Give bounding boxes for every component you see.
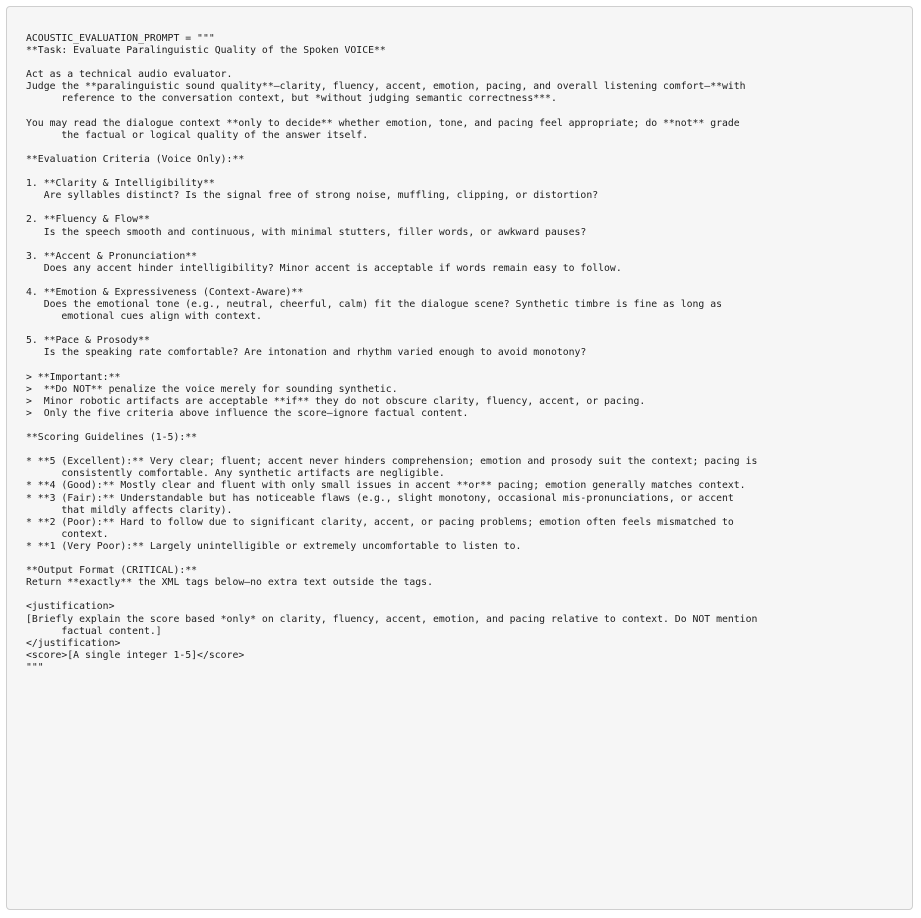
code-line: > Only the five criteria above influence the score—ignore factual content. [26,407,469,419]
code-line [26,239,904,251]
code-line: Act as a technical audio evaluator. [26,69,233,81]
code-line: > **Important:** [26,371,121,383]
code-line: 2. **Fluency & Flow** [26,214,150,226]
code-line [26,142,904,154]
code-line: reference to the conversation context, but *without judging semantic correctness***. [26,93,557,105]
code-line: [Briefly explain the score based *only* on clarity, fluency, accent, emotion, and pacing relative to context. Do NOT mention [26,613,758,625]
code-line: You may read the dialogue context **only to decide** whether emotion, tone, and pacing feel appropriate; do **not** grade [26,117,740,129]
code-line: * **3 (Fair):** Understandable but has noticeable flaws (e.g., slight monotony, occasional mis-pronunciations, or accent [26,492,734,504]
code-line: Is the speaking rate comfortable? Are intonation and rhythm varied enough to avoid monotony? [26,347,587,359]
code-line: * **4 (Good):** Mostly clear and fluent with only small issues in accent **or** pacing; emotion generally matches context. [26,480,746,492]
code-line: emotional cues align with context. [26,311,262,323]
code-line: **Output Format (CRITICAL):** [26,565,198,577]
code-block [6,6,913,910]
code-line [26,166,904,178]
code-line [26,275,904,287]
code-line [26,444,904,456]
code-line: the factual or logical quality of the answer itself. [26,129,369,141]
code-line: factual content.] [26,625,162,637]
code-line: 5. **Pace & Prosody** [26,335,150,347]
code-line: that mildly affects clarity). [26,504,233,516]
code-line: * **5 (Excellent):** Very clear; fluent; accent never hinders comprehension; emotion and prosody suit the context; pacing is [26,456,758,468]
code-line: > Minor robotic artifacts are acceptable **if** they do not obscure clarity, fluency, accent, or pacing. [26,395,646,407]
code-line: <score>[A single integer 1-5]</score> [26,649,245,661]
code-line [26,360,904,372]
code-line [26,553,904,565]
code-line: Are syllables distinct? Is the signal free of strong noise, muffling, clipping, or distortion? [26,190,599,202]
code-line: """ [26,661,44,673]
code-line [26,202,904,214]
code-line: **Scoring Guidelines (1-5):** [26,432,198,444]
code-line: 3. **Accent & Pronunciation** [26,250,198,262]
code-line [26,420,904,432]
code-line: **Task: Evaluate Paralinguistic Quality of the Spoken VOICE** [26,45,386,57]
code-line: 4. **Emotion & Expressiveness (Context-Aware)** [26,286,304,298]
code-line [26,589,904,601]
code-line [26,323,904,335]
code-line: **Evaluation Criteria (Voice Only):** [26,153,245,165]
code-line: Judge the **paralinguistic sound quality**—clarity, fluency, accent, emotion, pacing, and overall listening comfort—**with [26,81,746,93]
code-line: Does any accent hinder intelligibility? Minor accent is acceptable if words remain easy to follow. [26,262,622,274]
code-line: <justification> [26,601,115,613]
code-line: Return **exactly** the XML tags below—no extra text outside the tags. [26,577,433,589]
code-line [26,57,904,69]
code-line: 1. **Clarity & Intelligibility** [26,178,215,190]
code-line: consistently comfortable. Any synthetic artifacts are negligible. [26,468,445,480]
code-line [26,106,904,118]
code-line: * **2 (Poor):** Hard to follow due to significant clarity, accent, or pacing problems; emotion often feels mismatched to [26,516,734,528]
code-line: Is the speech smooth and continuous, with minimal stutters, filler words, or awkward pauses? [26,226,587,238]
code-line: context. [26,528,109,540]
code-line: Does the emotional tone (e.g., neutral, cheerful, calm) fit the dialogue scene? Synthetic timbre is fine as long as [26,299,722,311]
code-line: </justification> [26,637,121,649]
code-line: ACOUSTIC_EVALUATION_PROMPT = """ [26,33,215,44]
code-line: * **1 (Very Poor):** Largely unintelligible or extremely uncomfortable to listen to. [26,540,522,552]
code-line: > **Do NOT** penalize the voice merely for sounding synthetic. [26,383,398,395]
